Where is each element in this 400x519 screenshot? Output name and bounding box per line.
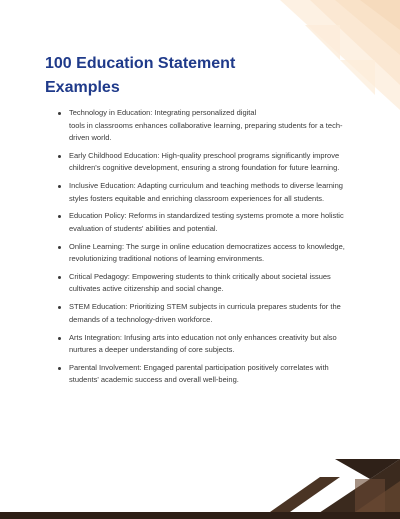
- bullet-icon: [58, 185, 61, 188]
- list-item-text: Early Childhood Education: High-quality preschool programs significantly improve children's cognitive development, ensuring a strong foundation for future learning.: [69, 150, 340, 173]
- list-item: [58, 271, 358, 296]
- bottom-right-corner-decoration: [260, 459, 400, 519]
- list-item-text: Education Policy: Reforms in standardized testing systems promote a more holistic evaluation of students' abilities and potential.: [69, 211, 344, 233]
- list-item-text: Inclusive Education: Adapting curriculum and teaching methods to diverse learning styles fosters equitable and enriching classroom experiences for all students.: [69, 181, 343, 203]
- list-item: [58, 241, 358, 266]
- document-title: [45, 52, 345, 100]
- list-item-text-line-1: Technology in Education: Integrating personalized digital: [69, 108, 257, 117]
- bullet-icon: [58, 246, 61, 249]
- list-item: [58, 301, 358, 326]
- list-item-text: Arts Integration: Infusing arts into education not only enhances creativity but also nurtures a deeper understanding of core subjects.: [69, 332, 337, 355]
- bottom-border-bar: [0, 512, 400, 519]
- bullet-icon: [58, 112, 61, 115]
- list-item: [58, 107, 358, 145]
- bullet-icon: [58, 367, 61, 370]
- bullet-icon: [58, 337, 61, 340]
- list-item-text: Critical Pedagogy: Empowering students to think critically about societal issues cultivates active citizenship and social change.: [69, 271, 331, 294]
- statement-list: [58, 107, 358, 392]
- title-line-1: 100 Education Statement: [45, 55, 236, 72]
- list-item-text: Online Learning: The surge in online education democratizes access to knowledge, revolutionizing traditional notions of learning environments.: [69, 241, 345, 264]
- list-item-text-rest: tools in classrooms enhances collaborative learning, preparing students for a tech-driven world.: [69, 120, 343, 142]
- bullet-icon: [58, 215, 61, 218]
- list-item-text: STEM Education: Prioritizing STEM subjects in curricula prepares students for the demands of a technology-driven workforce.: [69, 302, 341, 324]
- list-item: [58, 210, 358, 235]
- list-item: [58, 362, 358, 387]
- bullet-icon: [58, 155, 61, 158]
- bullet-icon: [58, 306, 61, 309]
- list-item: [58, 180, 358, 205]
- title-line-2: Examples: [45, 79, 120, 96]
- list-item: [58, 332, 358, 357]
- bullet-icon: [58, 276, 61, 279]
- list-item: [58, 150, 358, 175]
- list-item-text: Parental Involvement: Engaged parental participation positively correlates with students' academic success and overall well-being.: [69, 362, 329, 385]
